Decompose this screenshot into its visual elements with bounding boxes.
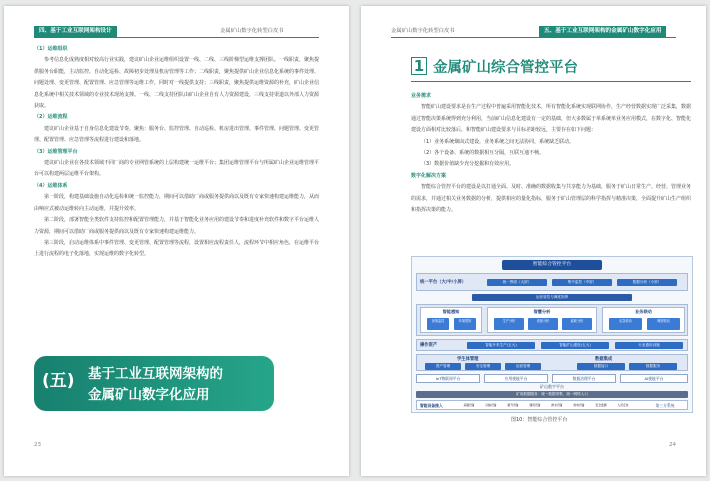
module-item: 环境感知 xyxy=(454,318,476,330)
subheading: （2）运维流程 xyxy=(34,114,68,121)
page-number-left: 23 xyxy=(34,442,41,448)
portal-item: 集中监控（中屏） xyxy=(552,279,612,286)
left-page xyxy=(4,6,349,476)
module-linkage xyxy=(602,307,685,333)
portal-item: 数据分析（小屏） xyxy=(617,279,677,286)
module-item: 调度联动 xyxy=(647,318,680,330)
page-number-right: 24 xyxy=(669,442,676,448)
device-item: 提升设备 xyxy=(507,403,519,407)
ops-item: 行业通用设施 xyxy=(615,342,683,349)
control-center-bar: 运营管控与调度指挥 xyxy=(472,294,632,301)
device-item: 运输设备 xyxy=(485,403,497,407)
modules-row xyxy=(416,304,688,336)
section-banner xyxy=(34,356,274,411)
left-body-text xyxy=(34,44,319,261)
body-paragraph: 智能综合管控平台的建设是以打通全面、及时、准确的数据收集与共享能力为基础，服务于矿山日常生产、经营、管理业务的需求，并通过相关业务数据的分析，提供相应的量化指标，服务于矿山管理层的科学指挥与精准决策，全面提升矿山生产组织和指挥决策的能力。 xyxy=(411,184,692,214)
ops-row xyxy=(416,339,688,351)
device-item: 排水设备 xyxy=(551,403,563,407)
platform-iot: IoT物联网平台 xyxy=(416,374,480,383)
module-title: 智慧分析 xyxy=(533,309,551,314)
learn-item: 安全管理 xyxy=(465,363,501,370)
body-paragraph: 智能矿山建设要求是在生产过程中普遍采用智能化技术，所有智能化系统实现联网协作，生产经营数据实现广泛采集，数据通过智能决策系统得到充分利用，当前矿山信息化建设有一定的基础，但大多数属于单系统单业务应用模式，在数字化、智能化建设方面相对比较落后，和智能矿山建设要求与目标差距较远，主要存在如下问题： xyxy=(411,104,692,134)
device-item: 人员定位 xyxy=(617,403,629,407)
module-perception xyxy=(420,307,482,333)
left-header-tag: 四、基于工业互联网架构设计 xyxy=(34,26,117,37)
perception-row xyxy=(416,400,688,410)
body-paragraph: 第一阶段，构建基础设施自动化巡检和统一监控能力，期间可以借助厂商或服务提供商以及既有专家快速构建运维能力，从而由响应式被动运维转向主动运维，并提升效率。 xyxy=(34,194,320,212)
module-item: 视频监控 xyxy=(427,318,449,330)
banner-title-line2: 金属矿山数字化应用 xyxy=(88,387,210,403)
body-paragraph: 第二阶段，部署智能全类软件支持监控和配置管理能力，并基于智能化业务应用的建设节奏和进度补充软件和数字平台运维人力资源，期间可以借助厂商或服务提供商以及既有专家快速构建运维能力。 xyxy=(34,217,320,235)
right-page xyxy=(361,6,706,476)
body-paragraph: 第三阶段，启动运维体系中事件管理、变更管理、配置管理等流程，设置相应流程责任人，流程环节中相应角色，在运维平台上进行流程的电子化落地，实现运维的数字化转型。 xyxy=(34,239,320,258)
subheading: 业务需求 xyxy=(411,93,432,99)
list-item: （1）业务系统烟囱式建设，业务系统之间无法协同，系统缺乏联动。 xyxy=(421,138,575,145)
section-title-rule xyxy=(411,81,691,82)
right-header-tag: 五、基于工业互联网架构的金属矿山数字化应用 xyxy=(539,26,666,37)
portal-row xyxy=(416,273,688,291)
data-item: 数据服务 xyxy=(629,363,677,370)
subheading: （1）运维组织 xyxy=(34,46,68,52)
network-bar: 矿用数据服务：统一数据采集、统一网络入口 xyxy=(416,391,688,398)
diagram-title: 智能综合管控平台 xyxy=(502,260,602,270)
right-header-title: 金属矿山数字化转型白皮书 xyxy=(391,28,455,34)
device-item: 供电设备 xyxy=(573,403,585,407)
learn-item: 运营管理 xyxy=(505,363,541,370)
module-title: 业务联动 xyxy=(635,309,652,314)
subheading: 数字化解决方案 xyxy=(411,172,447,179)
section-number: 1 xyxy=(411,57,427,75)
platform-ai: AI使能平台 xyxy=(620,374,688,383)
learn-data-row xyxy=(416,354,688,371)
body-paragraph: 建议矿山企业在各技术领域不同厂商的专业网管系统的上层构建统一运维平台；集团运维管理平台与所属矿山企业运维管理平台可以构建两层运维平台架构。 xyxy=(34,160,320,178)
portal-row-label: 统一平台（大/中/小屏） xyxy=(420,280,467,285)
perception-row-label: 智能设备接入 xyxy=(420,403,443,408)
data-row-label: 数据集成 xyxy=(595,357,613,362)
module-item: 生产分析 xyxy=(494,318,524,330)
banner-number: (五) xyxy=(42,371,75,391)
module-analysis xyxy=(487,307,597,333)
device-item: 通风设备 xyxy=(529,403,541,407)
module-item: 设备分析 xyxy=(528,318,558,330)
left-header-title: 金属矿山数字化转型白皮书 xyxy=(220,28,284,34)
data-item: 数据接口 xyxy=(577,363,625,370)
module-item: 应急联动 xyxy=(609,318,642,330)
platform-data: 数据治理平台 xyxy=(552,374,616,383)
section-title: 金属矿山综合管控平台 xyxy=(433,60,578,76)
module-item: 能耗分析 xyxy=(562,318,592,330)
ops-item: 智能开采生产(五大) xyxy=(467,342,535,349)
body-paragraph: 建议矿山企业基于自身信息化建设节奏，聚焦：服务台、监控管理、自动巡检、机房进出管理、事件管理、问题管理、变更管理、配置管理、应急管理等流程进行建设和落地。 xyxy=(34,125,320,144)
third-party-systems: 第三方系统 xyxy=(655,403,675,408)
list-item: （3）数据价值缺少充分挖掘和有效应用。 xyxy=(421,161,515,168)
mine-platform-label: 矿山数字平台 xyxy=(540,384,564,389)
ops-row-label: 操作资产 xyxy=(420,343,438,348)
left-header-rule xyxy=(34,37,319,38)
list-item: （2）各个设备、系统的数据相互分隔，互联互通不畅。 xyxy=(421,150,545,157)
body-paragraph: 参考信息化成熟度相对较高行业实践，建议矿山企业运维组织设置一线、二线、三线阶梯型运维支撑团队。一线职责，聚焦提供服务台职能，主动监控、自动化巡检、故障初步处理及机房管理等工作；二线职责，聚焦提供矿山企业信息化系统的事件处理、问题处理、变更管理、配置管理、应急管理等运维工作，同时对一线提供支持；三线职责，聚焦提供运维资源的补充，矿山企业信息化系统中相关技术领域的专业技术现场支撑。一线、二线支持团队由矿山企业自有人力资源建设，三线支持渠道以外部人力资源获取。 xyxy=(34,57,320,110)
learn-row-label: 学生体管理 xyxy=(457,357,479,362)
figure-caption: 图10：智能综合管控平台 xyxy=(511,417,568,423)
module-title: 智能感知 xyxy=(442,309,460,314)
platform-app: 应用使能平台 xyxy=(484,374,548,383)
subheading: （4）运维体系 xyxy=(34,182,68,189)
right-header-rule xyxy=(391,37,676,38)
device-item: 采掘设备 xyxy=(463,403,475,407)
right-body-text xyxy=(411,91,691,216)
ops-item: 智能矿山建设(五大) xyxy=(541,342,609,349)
portal-item: 统一界面（大屏） xyxy=(487,279,547,286)
subheading: （3）运维管理平台 xyxy=(34,148,78,155)
banner-title-line1: 基于工业互联网架构的 xyxy=(88,366,223,382)
device-item: 安全监测 xyxy=(595,403,607,407)
learn-item: 资产管理 xyxy=(425,363,461,370)
platform-diagram xyxy=(411,256,693,413)
